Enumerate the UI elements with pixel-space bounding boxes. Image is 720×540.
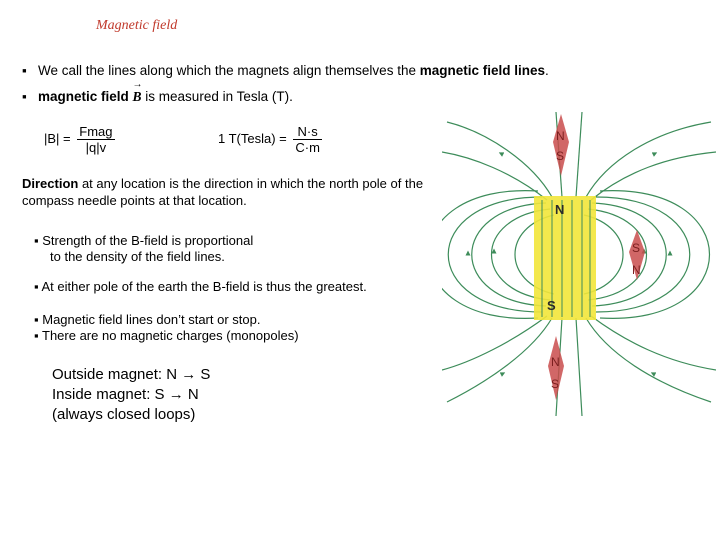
compass-top-s: S xyxy=(556,149,565,163)
bullet-marker: ▪ xyxy=(34,328,42,343)
point-text: Magnetic field lines don’t start or stop. xyxy=(42,312,261,327)
bullet-bold-text: magnetic field lines xyxy=(419,63,546,78)
point-text: At either pole of the earth the B-field is thus the greatest. xyxy=(41,279,367,294)
bullet-text: We call the lines along which the magnets align themselves the xyxy=(38,63,420,78)
bullet-text-end: . xyxy=(545,63,549,78)
formula-numerator: N·s xyxy=(293,124,322,140)
summary-closed-loops: (always closed loops) xyxy=(52,406,196,423)
bar-magnet xyxy=(534,196,596,320)
bullet-marker: ▪ xyxy=(34,279,42,294)
direction-paragraph xyxy=(22,175,442,209)
formula-denominator: |q|v xyxy=(85,140,107,155)
point-strength xyxy=(34,233,253,265)
bullet-marker: ▪ xyxy=(34,312,43,327)
formula-fraction xyxy=(293,124,322,155)
compass-right-n: N xyxy=(632,263,641,277)
bullet-bold-text: magnetic field xyxy=(38,89,133,104)
point-lines-closed xyxy=(34,312,299,344)
vector-b-symbol: B → xyxy=(132,79,143,104)
point-text: There are no magnetic charges (monopoles) xyxy=(42,328,299,343)
compass-top-n: N xyxy=(556,129,565,143)
bullet-marker: ▪ xyxy=(22,89,27,104)
formula-lhs: 1 T(Tesla) = xyxy=(218,130,287,146)
bullet-tesla xyxy=(22,79,293,105)
bullet-marker: ▪ xyxy=(34,233,43,248)
summary-inside: Inside magnet: S → N xyxy=(52,386,199,403)
magnet-north-label: N xyxy=(555,202,565,217)
vector-arrow: → xyxy=(132,79,143,90)
compass-right-s: S xyxy=(632,241,641,255)
bullet-field-lines xyxy=(22,63,549,78)
formula-b-magnitude xyxy=(44,124,118,155)
bar-magnet-field-diagram xyxy=(442,112,716,416)
point-text: Strength of the B-field is proportional xyxy=(42,233,254,248)
point-poles xyxy=(34,279,367,295)
compass-bottom-s: S xyxy=(551,377,560,391)
point-text-cont: to the density of the field lines. xyxy=(50,249,225,264)
direction-text: at any location is the direction in which the north pole of the compass needle points at that location. xyxy=(22,176,424,208)
formula-tesla-unit xyxy=(218,124,325,155)
magnet-south-label: S xyxy=(547,298,556,313)
bullet-marker: ▪ xyxy=(22,63,27,78)
formula-lhs: |B| = xyxy=(44,130,71,146)
formula-denominator: C·m xyxy=(295,140,320,155)
direction-bold: Direction xyxy=(22,176,79,191)
formula-fraction xyxy=(77,124,114,155)
summary-outside: Outside magnet: N → S xyxy=(52,366,211,383)
compass-bottom-n: N xyxy=(551,355,560,369)
bullet-text-end: is measured in Tesla (T). xyxy=(141,89,293,104)
summary-block xyxy=(52,365,210,425)
slide-title: Magnetic field xyxy=(96,18,178,33)
formula-numerator: Fmag xyxy=(79,124,113,139)
